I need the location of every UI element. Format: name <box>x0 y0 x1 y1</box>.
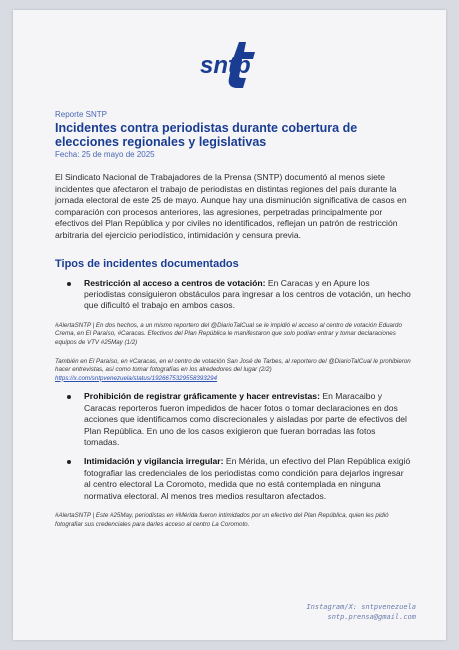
report-kicker: Reporte SNTP <box>55 110 108 119</box>
incident-label: Intimidación y vigilancia irregular: <box>84 456 224 467</box>
incident-text: En Caracas y en Apure los periodistas consiguieron obstáculos para ingresar a los centros de votación, un hecho que dificultó el trabajo en ambos casos. <box>84 277 411 311</box>
bullet-dot <box>67 282 71 286</box>
incident-item <box>55 391 412 448</box>
incident-label: Restricción al acceso a centros de votación: <box>84 277 266 288</box>
bullet-dot <box>67 460 71 464</box>
incident-item <box>55 278 412 312</box>
sntp-logo <box>199 40 267 92</box>
footer-contact <box>306 602 416 622</box>
sntp-logo-text: sntp <box>200 52 251 79</box>
incident-list <box>55 278 412 312</box>
sntp-logo-mark <box>199 40 267 92</box>
bullet-dot <box>67 395 71 399</box>
incident-item <box>55 456 412 502</box>
tweet-link[interactable]: https://x.com/sntpvenezuela/status/1926675329558393294 <box>55 374 218 382</box>
report-title: Incidentes contra periodistas durante cobertura de elecciones regionales y legislativas <box>55 121 358 149</box>
incident-label: Prohibición de registrar gráficamente y hacer entrevistas: <box>84 391 320 402</box>
incident-text: En Mérida, un efectivo del Plan República exigió fotografiar las credenciales de los periodistas como condición para dejarlos ingresar al centro electoral La Coromoto, medida que no está contemplada en ninguna normativa electoral. Al menos tres medios resultaron afectados. <box>84 456 411 501</box>
report-date: Fecha: 25 de mayo de 2025 <box>55 150 155 159</box>
incident-text: En Maracaibo y Caracas reporteros fueron impedidos de hacer fotos o tomar declaraciones en dos acciones que identificamos como discrecionales y aisladas por parte de efectivos del Plan República. En uno de los casos exigieron que fueran borradas las fotos tomadas. <box>84 391 407 447</box>
report-content <box>55 110 412 529</box>
document-page <box>13 10 446 640</box>
tweet-quote: #AlertaSNTP | En dos hechos, a un mismo reportero del @DiarioTalCual se le impidió el acceso al centro de votación Eduardo Crema, en El Paraíso, #Caracas. Efectivos del Plan República le manifestaron que solo podían entrar y tomar declaraciones equipos de VTV #25May (1/2) <box>55 321 402 346</box>
tweet-text: También en El Paraíso, en #Caracas, en el centro de votación San José de Tarbes, al reportero del @DiarioTalCual le prohibieron hacer entrevistas, así como tomar fotografías en los alrededores del lugar (2/2) <box>55 357 411 374</box>
footer-email: sntp.prensa@gmail.com <box>327 613 416 621</box>
section-heading: Tipos de incidentes documentados <box>55 257 239 270</box>
intro-paragraph: El Sindicato Nacional de Trabajadores de la Prensa (SNTP) documentó al menos siete incidentes que afectaron el trabajo de periodistas en distintas regiones del país durante la jornada electoral de este 25 de mayo. Aunque hay una disminución significativa de casos en comparación con procesos anteriores, las agresiones, perpetradas principalmente por efectivos del Plan República y por civiles no identificados, reflejan un patrón de restricción arbitraria del ejercicio periodístico, intimidación y censura previa. <box>55 172 407 240</box>
tweet-quote <box>55 358 412 384</box>
footer-social: Instagram/X: sntpvenezuela <box>306 603 416 611</box>
incident-list <box>55 391 412 502</box>
tweet-quote: #AlertaSNTP | Este #25May, periodistas en #Mérida fueron intimidados por un efectivo del Plan República, quien les pidió fotografiar sus credenciales para darles acceso al centro La Coromoto. <box>55 512 389 528</box>
